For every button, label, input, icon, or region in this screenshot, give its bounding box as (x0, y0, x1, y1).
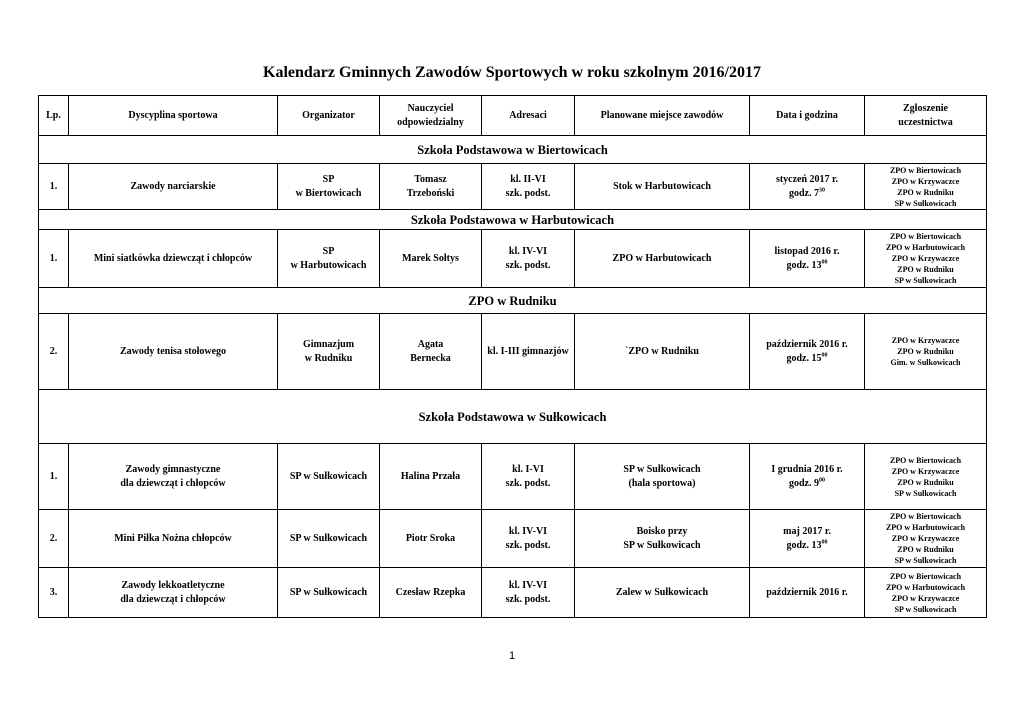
cell-zgloszenie-line: ZPO w Biertowicach (889, 512, 962, 521)
cell-organizator (278, 568, 380, 618)
cell-adresaci-line: kl. IV-VI (508, 579, 548, 591)
cell-time-hour: godz. 7 (789, 187, 819, 199)
cell-miejsce (575, 164, 750, 210)
table-row (39, 230, 987, 288)
cell-organizator-line: SP w Sułkowicach (289, 586, 368, 598)
cell-zgloszenie-line: ZPO w Krzywaczce (891, 254, 960, 263)
cell-organizator-line: SP w Sułkowicach (289, 532, 368, 544)
cell-zgloszenie-line: ZPO w Harbutowicach (885, 582, 966, 592)
cell-zgloszenie-line: ZPO w Krzywaczce (891, 593, 960, 603)
cell-miejsce (575, 444, 750, 510)
cell-nauczyciel-line: Marek Sołtys (402, 252, 459, 264)
cell-dyscyplina (69, 314, 278, 390)
cell-zgloszenie-line: ZPO w Biertowicach (889, 455, 962, 465)
cell-miejsce-line: Boisko przy (636, 525, 688, 537)
cell-zgloszenie-line: ZPO w Rudniku (897, 477, 954, 487)
cell-dyscyplina (69, 444, 278, 510)
section-header-row (39, 136, 987, 164)
table-row (39, 510, 987, 568)
cell-nauczyciel-line: Trzeboński (406, 187, 455, 199)
cell-miejsce-line: `ZPO w Rudniku (625, 345, 699, 357)
cell-adresaci-line: szk. podst. (505, 259, 551, 271)
cell-time-minutes: 30 (819, 187, 825, 194)
cell-organizator (278, 230, 380, 288)
cell-zgloszenie-line: ZPO w Rudniku (897, 347, 954, 356)
cell-lp: 1. (39, 164, 69, 210)
cell-nauczyciel (380, 568, 482, 618)
cell-organizator (278, 314, 380, 390)
cell-nauczyciel-line: Czesław Rzepka (395, 586, 466, 598)
cell-data-godzina (750, 568, 865, 618)
sports-calendar-table (38, 95, 987, 618)
cell-time-hour: godz. 13 (786, 539, 822, 551)
cell-nauczyciel (380, 230, 482, 288)
cell-data-godzina (750, 444, 865, 510)
cell-dyscyplina (69, 164, 278, 210)
cell-time-minutes: 00 (819, 477, 825, 484)
cell-zgloszenie (865, 444, 987, 510)
cell-zgloszenie-line: Gim. w Sułkowicach (890, 358, 961, 367)
cell-miejsce-line: SP w Sułkowicach (623, 463, 701, 475)
cell-organizator-line: SP (322, 173, 335, 185)
cell-lp: 2. (39, 510, 69, 568)
cell-zgloszenie (865, 568, 987, 618)
cell-nauczyciel (380, 164, 482, 210)
cell-organizator-line: SP w Sułkowicach (289, 470, 368, 482)
header-dyscyplina: Dyscyplina sportowa (69, 96, 278, 136)
cell-dyscyplina (69, 230, 278, 288)
cell-nauczyciel (380, 510, 482, 568)
table-row (39, 444, 987, 510)
cell-zgloszenie-line: SP w Sułkowicach (894, 198, 957, 208)
document-title: Kalendarz Gminnych Zawodów Sportowych w roku szkolnym 2016/2017 (263, 64, 761, 81)
cell-dyscyplina (69, 510, 278, 568)
cell-time-hour: godz. 15 (786, 352, 822, 364)
cell-date: maj 2017 r. (783, 525, 831, 537)
cell-adresaci (482, 568, 575, 618)
cell-zgloszenie-line: ZPO w Krzywaczce (891, 176, 960, 186)
cell-organizator-line: SP (322, 245, 335, 257)
cell-time (752, 259, 862, 273)
cell-zgloszenie-line: SP w Sułkowicach (894, 556, 957, 565)
cell-zgloszenie-line: ZPO w Krzywaczce (891, 466, 960, 476)
cell-miejsce-line: ZPO w Harbutowicach (612, 252, 712, 264)
cell-adresaci-line: szk. podst. (505, 187, 551, 199)
cell-date: listopad 2016 r. (774, 245, 840, 257)
cell-adresaci (482, 164, 575, 210)
cell-time-minutes: 00 (821, 352, 828, 359)
cell-nauczyciel-line: Halina Przała (400, 470, 461, 482)
cell-dyscyplina-line: Zawody lekkoatletyczne (121, 579, 225, 591)
cell-organizator (278, 510, 380, 568)
cell-dyscyplina-line: dla dziewcząt i chłopców (120, 593, 226, 605)
cell-miejsce (575, 568, 750, 618)
cell-adresaci-line: kl. I-VI (512, 463, 544, 475)
cell-adresaci-line: kl. IV-VI (508, 525, 548, 537)
cell-nauczyciel-line: Tomasz (414, 173, 447, 185)
cell-miejsce-line: (hala sportowa) (628, 477, 696, 489)
cell-adresaci (482, 230, 575, 288)
header-zgloszenie-line2: uczestnictwa (898, 116, 953, 128)
cell-zgloszenie (865, 314, 987, 390)
cell-dyscyplina-line: Zawody tenisa stołowego (119, 345, 227, 357)
cell-dyscyplina-line: Mini Piłka Nożna chłopców (114, 532, 232, 544)
cell-adresaci-line: kl. I-III gimnazjów (487, 345, 569, 357)
cell-lp: 1. (39, 444, 69, 510)
cell-zgloszenie-line: ZPO w Biertowicach (889, 232, 962, 241)
cell-adresaci (482, 314, 575, 390)
cell-zgloszenie (865, 230, 987, 288)
table-row (39, 314, 987, 390)
cell-miejsce-line: Zalew w Sułkowicach (615, 586, 709, 598)
cell-data-godzina (750, 314, 865, 390)
section-header-row (39, 288, 987, 314)
cell-lp: 2. (39, 314, 69, 390)
cell-zgloszenie-line: ZPO w Biertowicach (889, 571, 962, 581)
section-header-row (39, 390, 987, 444)
cell-dyscyplina-line: Mini siatkówka dziewcząt i chłopców (93, 252, 253, 264)
cell-adresaci-line: szk. podst. (505, 539, 551, 551)
cell-miejsce (575, 230, 750, 288)
header-zgloszenie-line1: Zgłoszenie (903, 102, 948, 114)
cell-adresaci-line: szk. podst. (505, 593, 551, 605)
cell-zgloszenie-line: ZPO w Harbutowicach (885, 523, 966, 532)
cell-zgloszenie-line: ZPO w Rudniku (897, 265, 954, 274)
header-nauczyciel-line2: odpowiedzialny (397, 116, 464, 128)
cell-zgloszenie-line: ZPO w Rudniku (897, 187, 954, 197)
cell-organizator-line: w Rudniku (304, 352, 353, 364)
cell-data-godzina (750, 164, 865, 210)
cell-dyscyplina (69, 568, 278, 618)
cell-miejsce-line: SP w Sułkowicach (623, 539, 701, 551)
section-title: ZPO w Rudniku (39, 288, 987, 314)
header-data: Data i godzina (750, 96, 865, 136)
cell-time-minutes: 00 (821, 259, 828, 266)
cell-nauczyciel (380, 314, 482, 390)
cell-date: styczeń 2017 r. (775, 173, 839, 185)
header-row (39, 96, 987, 136)
header-zgloszenie (865, 96, 987, 136)
cell-date: I grudnia 2016 r. (771, 463, 843, 475)
header-lp: Lp. (39, 96, 69, 136)
cell-nauczyciel-line: Piotr Sroka (405, 532, 456, 544)
cell-dyscyplina-line: Zawody gimnastyczne (125, 463, 221, 475)
cell-date: październik 2016 r. (766, 586, 848, 598)
section-header-row (39, 210, 987, 230)
section-title: Szkoła Podstawowa w Biertowicach (39, 136, 987, 164)
cell-nauczyciel (380, 444, 482, 510)
cell-time (752, 352, 862, 366)
cell-zgloszenie-line: ZPO w Krzywaczce (891, 336, 960, 345)
cell-adresaci (482, 510, 575, 568)
header-nauczyciel-line1: Nauczyciel (407, 102, 454, 114)
cell-adresaci-line: kl. IV-VI (508, 245, 548, 257)
cell-data-godzina (750, 510, 865, 568)
cell-dyscyplina-line: dla dziewcząt i chłopców (120, 477, 226, 489)
section-title: Szkoła Podstawowa w Sułkowicach (39, 390, 987, 444)
cell-data-godzina (750, 230, 865, 288)
cell-lp: 1. (39, 230, 69, 288)
header-adresaci: Adresaci (482, 96, 575, 136)
cell-organizator-line: w Biertowicach (295, 187, 362, 199)
cell-organizator (278, 444, 380, 510)
table-row (39, 568, 987, 618)
cell-zgloszenie-line: SP w Sułkowicach (894, 488, 957, 498)
table-row (39, 164, 987, 210)
cell-time (752, 477, 862, 491)
cell-time (752, 539, 862, 553)
cell-adresaci-line: kl. II-VI (510, 173, 546, 185)
cell-zgloszenie-line: ZPO w Krzywaczce (891, 534, 960, 543)
cell-zgloszenie-line: ZPO w Harbutowicach (885, 243, 966, 252)
cell-organizator (278, 164, 380, 210)
section-title: Szkoła Podstawowa w Harbutowicach (39, 210, 987, 230)
cell-time-hour: godz. 9 (789, 477, 819, 489)
cell-zgloszenie-line: ZPO w Biertowicach (889, 165, 962, 175)
cell-zgloszenie-line: SP w Sułkowicach (894, 604, 957, 614)
table-body (39, 96, 987, 618)
cell-adresaci-line: szk. podst. (505, 477, 551, 489)
header-organizator: Organizator (278, 96, 380, 136)
cell-time-minutes: 00 (821, 539, 828, 546)
page-number: 1 (508, 650, 516, 662)
cell-miejsce (575, 314, 750, 390)
cell-time (752, 187, 862, 201)
cell-zgloszenie-line: ZPO w Rudniku (897, 545, 954, 554)
cell-zgloszenie-line: SP w Sułkowicach (894, 276, 957, 285)
cell-date: październik 2016 r. (766, 338, 848, 350)
cell-miejsce (575, 510, 750, 568)
cell-dyscyplina-line: Zawody narciarskie (130, 180, 216, 192)
header-nauczyciel (380, 96, 482, 136)
header-miejsce: Planowane miejsce zawodów (575, 96, 750, 136)
cell-zgloszenie (865, 164, 987, 210)
cell-nauczyciel-line: Bernecka (410, 352, 451, 364)
cell-adresaci (482, 444, 575, 510)
cell-organizator-line: Gimnazjum (302, 338, 355, 350)
cell-zgloszenie (865, 510, 987, 568)
cell-organizator-line: w Harbutowicach (290, 259, 367, 271)
cell-lp: 3. (39, 568, 69, 618)
cell-time-hour: godz. 13 (786, 259, 822, 271)
cell-miejsce-line: Stok w Harbutowicach (613, 180, 711, 192)
cell-nauczyciel-line: Agata (417, 338, 444, 350)
